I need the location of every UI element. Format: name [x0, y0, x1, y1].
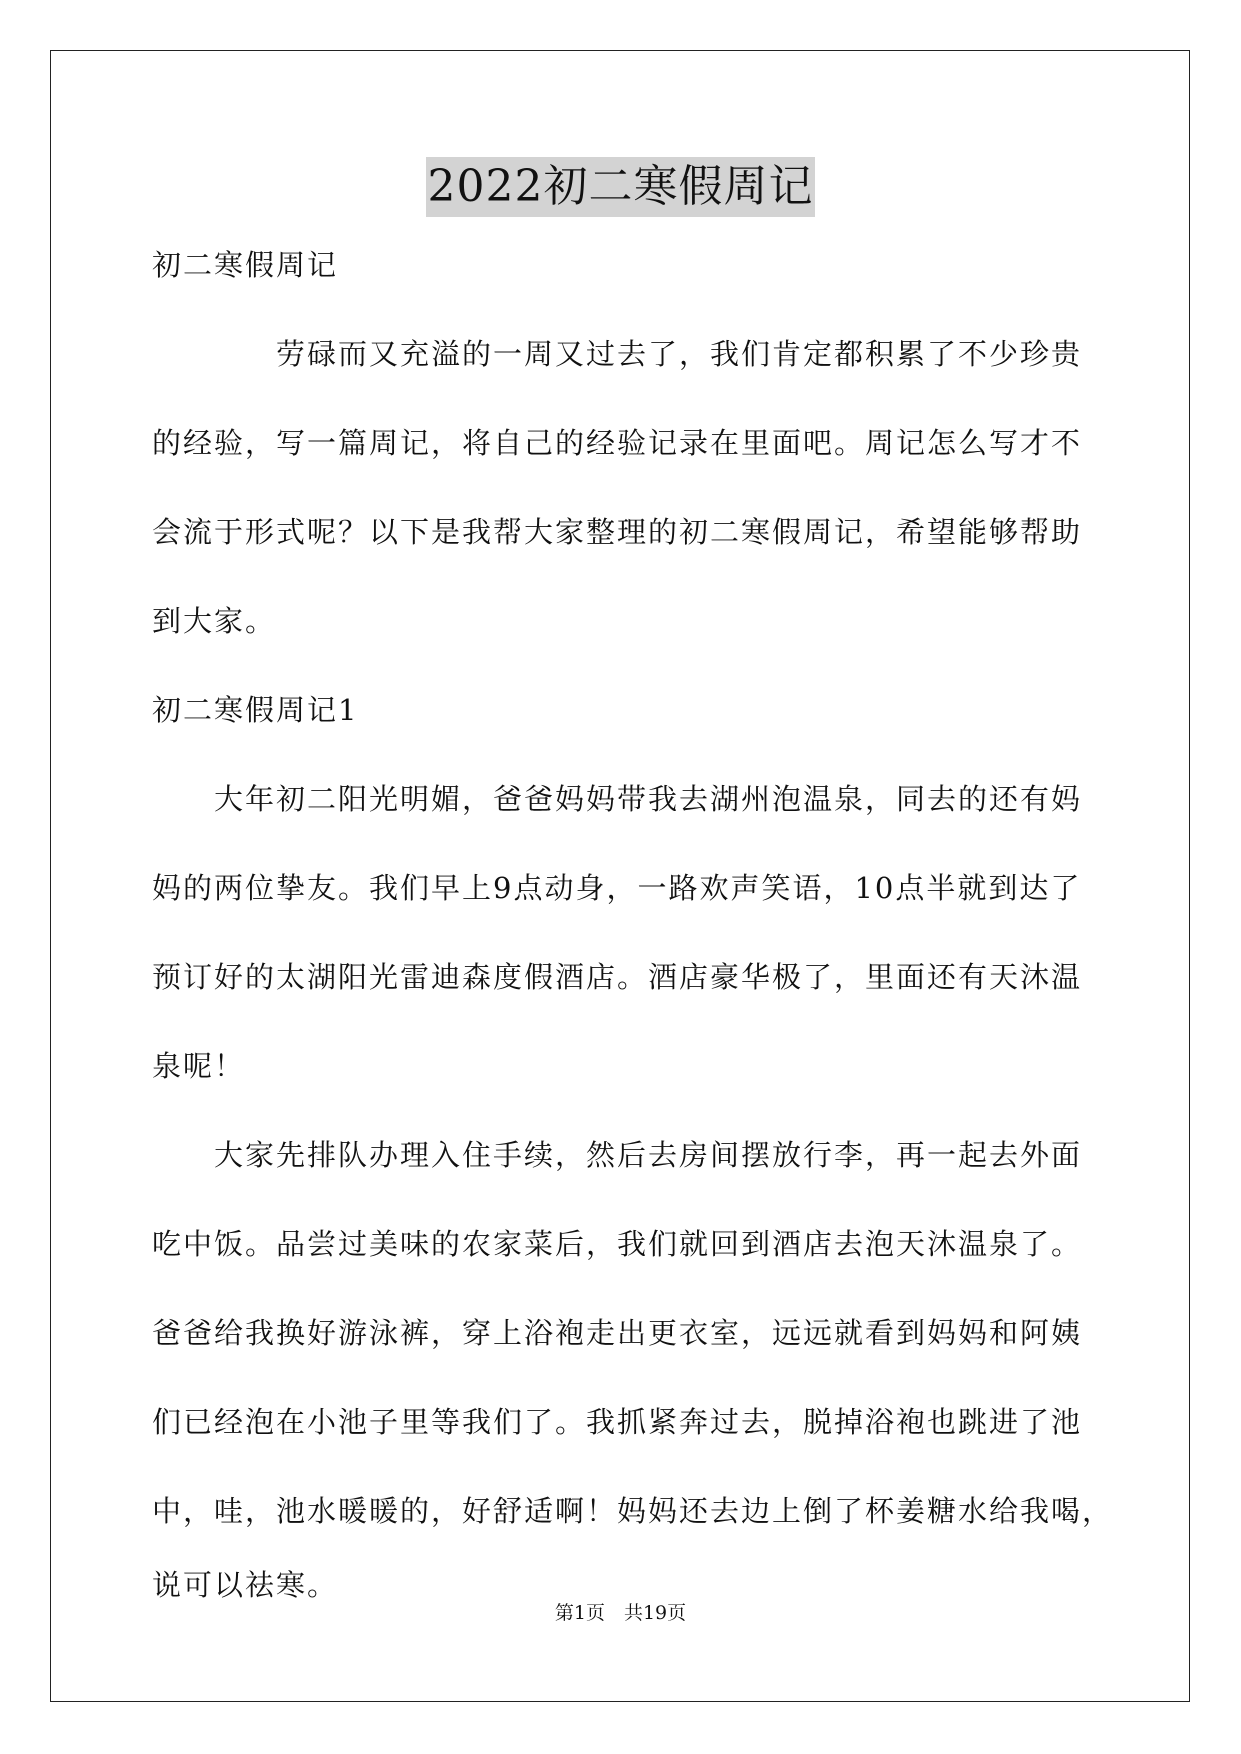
paragraph-line: 说可以祛寒。 [152, 1568, 339, 1602]
paragraph-line: 大年初二阳光明媚，爸爸妈妈带我去湖州泡温泉，同去的还有妈 [152, 782, 1083, 816]
paragraph-line: 们已经泡在小池子里等我们了。我抓紧奔过去，脱掉浴袍也跳进了池 [152, 1405, 1083, 1439]
section-heading: 初二寒假周记1 [152, 693, 359, 727]
paragraph-line: 中，哇，池水暖暖的，好舒适啊！妈妈还去边上倒了杯姜糖水给我喝， [152, 1494, 1114, 1528]
page-number: 第1页 共19页 [554, 1602, 687, 1624]
paragraph-line: 泉呢！ [152, 1049, 246, 1083]
paragraph-line: 预订好的太湖阳光雷迪森度假酒店。酒店豪华极了，里面还有天沐温 [152, 960, 1083, 994]
paragraph-line: 会流于形式呢？以下是我帮大家整理的初二寒假周记，希望能够帮助 [152, 515, 1083, 549]
paragraph-line: 爸爸给我换好游泳裤，穿上浴袍走出更衣室，远远就看到妈妈和阿姨 [152, 1316, 1083, 1350]
paragraph-line: 妈的两位挚友。我们早上9点动身，一路欢声笑语，10点半就到达了 [152, 871, 1082, 905]
title-container [0, 157, 1241, 217]
paragraph-line: 大家先排队办理入住手续，然后去房间摆放行李，再一起去外面 [152, 1138, 1083, 1172]
paragraph-line: 劳碌而又充溢的一周又过去了，我们肯定都积累了不少珍贵 [152, 337, 1083, 371]
document-title: 2022初二寒假周记 [426, 157, 816, 217]
paragraph-line: 的经验，写一篇周记，将自己的经验记录在里面吧。周记怎么写才不 [152, 426, 1083, 460]
paragraph-line: 吃中饭。品尝过美味的农家菜后，我们就回到酒店去泡天沐温泉了。 [152, 1227, 1083, 1261]
paragraph-line: 到大家。 [152, 604, 277, 638]
subtitle: 初二寒假周记 [152, 248, 339, 282]
